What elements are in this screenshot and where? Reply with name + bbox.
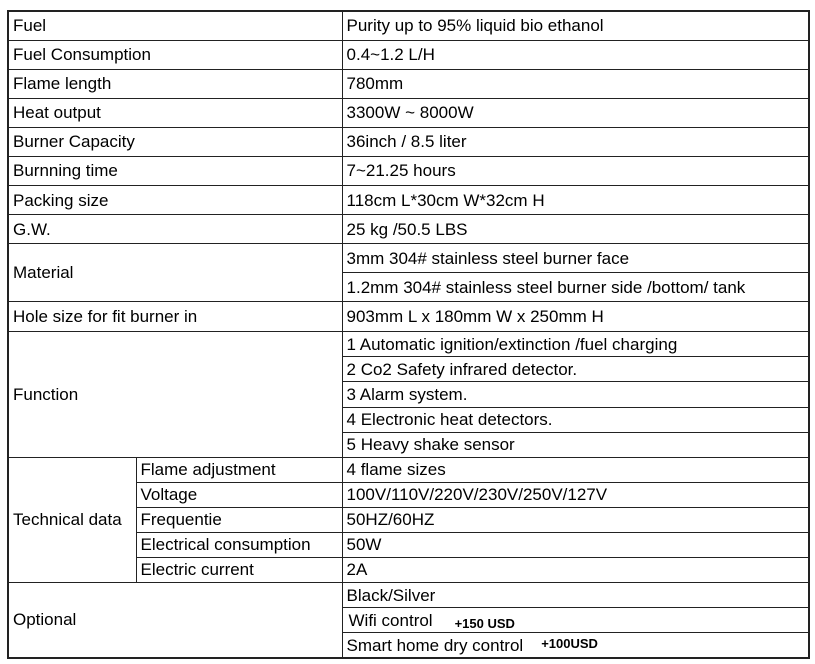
burner-capacity-label: Burner Capacity — [8, 127, 342, 156]
optional-item — [342, 582, 809, 607]
fuel-consumption-value: 0.4~1.2 L/H — [342, 40, 809, 69]
heat-output-value: 3300W ~ 8000W — [342, 98, 809, 127]
function-value-3: 3 Alarm system. — [342, 382, 809, 407]
table-row — [8, 185, 809, 214]
gw-value: 25 kg /50.5 LBS — [342, 215, 809, 244]
table-row — [8, 127, 809, 156]
burning-time-label: Burnning time — [8, 156, 342, 185]
optional-label: Optional — [8, 582, 342, 658]
optional-item-text: Wifi control — [348, 610, 433, 630]
flame-length-value: 780mm — [342, 69, 809, 98]
function-value-2: 2 Co2 Safety infrared detector. — [342, 357, 809, 382]
technical-item-label: Voltage — [136, 482, 342, 507]
optional-item-text: Smart home dry control — [346, 635, 524, 655]
table-row — [8, 582, 809, 607]
function-label: Function — [8, 332, 342, 457]
technical-data-label: Technical data — [8, 457, 136, 582]
material-label: Material — [8, 244, 342, 302]
table-row — [8, 11, 809, 40]
technical-item-value: 50HZ/60HZ — [342, 507, 809, 532]
table-row — [8, 302, 809, 332]
packing-size-label: Packing size — [8, 185, 342, 214]
hole-size-value: 903mm L x 180mm W x 250mm H — [342, 302, 809, 332]
table-row — [8, 457, 809, 482]
table-row — [8, 156, 809, 185]
burner-capacity-value: 36inch / 8.5 liter — [342, 127, 809, 156]
table-row — [8, 98, 809, 127]
function-value-1: 1 Automatic ignition/extinction /fuel charging — [342, 332, 809, 357]
fuel-label: Fuel — [8, 11, 342, 40]
technical-item-label: Electrical consumption — [136, 532, 342, 557]
spec-table — [7, 10, 810, 659]
price-badge: +100USD — [541, 635, 598, 651]
technical-item-value: 50W — [342, 532, 809, 557]
fuel-value: Purity up to 95% liquid bio ethanol — [342, 11, 809, 40]
table-row — [8, 244, 809, 273]
flame-length-label: Flame length — [8, 69, 342, 98]
technical-item-label: Flame adjustment — [136, 457, 342, 482]
optional-item-text: Black/Silver — [346, 585, 436, 605]
packing-size-value: 118cm L*30cm W*32cm H — [342, 185, 809, 214]
table-row — [8, 332, 809, 357]
material-value-2: 1.2mm 304# stainless steel burner side /bottom/ tank — [342, 273, 809, 302]
table-row — [8, 40, 809, 69]
hole-size-label: Hole size for fit burner in — [8, 302, 342, 332]
function-value-5: 5 Heavy shake sensor — [342, 432, 809, 457]
technical-item-label: Electric current — [136, 557, 342, 582]
technical-item-value: 100V/110V/220V/230V/250V/127V — [342, 482, 809, 507]
gw-label: G.W. — [8, 215, 342, 244]
technical-item-value: 2A — [342, 557, 809, 582]
material-value-1: 3mm 304# stainless steel burner face — [342, 244, 809, 273]
price-badge: +150 USD — [454, 615, 515, 631]
optional-item — [342, 608, 809, 633]
technical-item-label: Frequentie — [136, 507, 342, 532]
table-row — [8, 215, 809, 244]
function-value-4: 4 Electronic heat detectors. — [342, 407, 809, 432]
heat-output-label: Heat output — [8, 98, 342, 127]
table-row — [8, 69, 809, 98]
fuel-consumption-label: Fuel Consumption — [8, 40, 342, 69]
burning-time-value: 7~21.25 hours — [342, 156, 809, 185]
technical-item-value: 4 flame sizes — [342, 457, 809, 482]
optional-item — [342, 633, 809, 658]
